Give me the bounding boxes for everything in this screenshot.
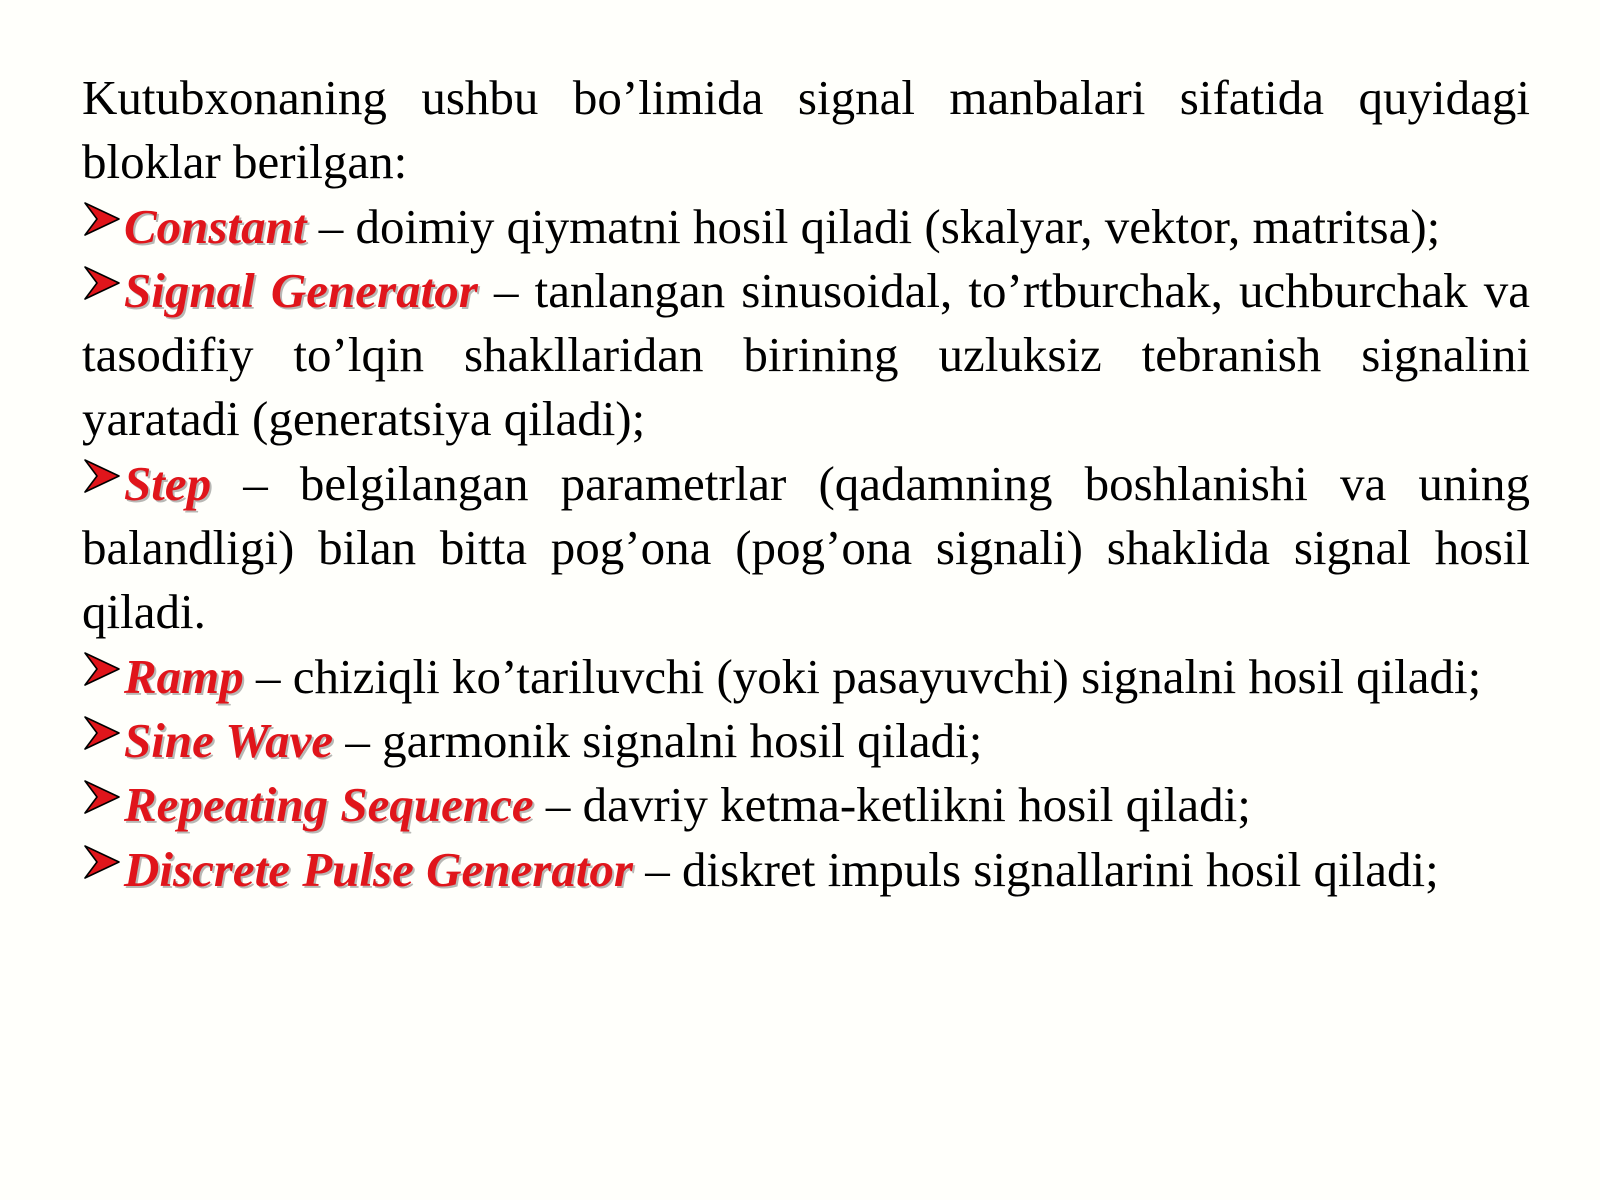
description-ramp: – chiziqli ko’tariluvchi (yoki pasayuvchi) signalni hosil qiladi; xyxy=(243,648,1482,704)
term-step: Step xyxy=(124,455,212,511)
term-signal-generator: Signal Generator xyxy=(124,262,478,318)
list-item-repeating-sequence xyxy=(82,773,1530,837)
list-item-discrete-pulse-generator xyxy=(82,838,1530,902)
description-sine-wave: – garmonik signalni hosil qiladi; xyxy=(333,712,983,768)
list-item-step xyxy=(82,452,1530,645)
term-discrete-pulse-generator: Discrete Pulse Generator xyxy=(124,841,633,897)
term-repeating-sequence: Repeating Sequence xyxy=(124,777,534,833)
description-repeating-sequence: – davriy ketma-ketlikni hosil qiladi; xyxy=(533,777,1251,833)
arrowhead-bullet-icon xyxy=(82,267,124,311)
description-step: – belgilangan parametrlar (qadamning boshlanishi va uning balandligi) bilan bitta pog’ona (pog’ona signali) shaklida signal hosil qiladi. xyxy=(82,455,1530,640)
slide-content xyxy=(82,66,1530,902)
arrowhead-bullet-icon xyxy=(82,781,124,825)
term-sine-wave: Sine Wave xyxy=(124,712,334,768)
arrowhead-bullet-icon xyxy=(82,460,124,504)
description-discrete-pulse-generator: – diskret impuls signallarini hosil qiladi; xyxy=(633,841,1439,897)
term-constant: Constant xyxy=(124,198,307,254)
arrowhead-bullet-icon xyxy=(82,717,124,761)
intro-paragraph: Kutubxonaning ushbu bo’limida signal manbalari sifatida quyidagi bloklar berilgan: xyxy=(82,70,1530,190)
arrowhead-bullet-icon xyxy=(82,653,124,697)
list-item-ramp xyxy=(82,645,1530,709)
term-ramp: Ramp xyxy=(124,648,244,704)
arrowhead-bullet-icon xyxy=(82,846,124,890)
arrowhead-bullet-icon xyxy=(82,203,124,247)
list-item-constant xyxy=(82,195,1530,259)
description-constant: – doimiy qiymatni hosil qiladi (skalyar, vektor, matritsa); xyxy=(306,198,1441,254)
list-item-sine-wave xyxy=(82,709,1530,773)
description-signal-generator: – tanlangan sinusoidal, to’rtburchak, uchburchak va tasodifiy to’lqin shakllaridan birining uzluksiz tebranish signalini yaratadi (generatsiya qiladi); xyxy=(82,262,1530,447)
list-item-signal-generator xyxy=(82,259,1530,452)
